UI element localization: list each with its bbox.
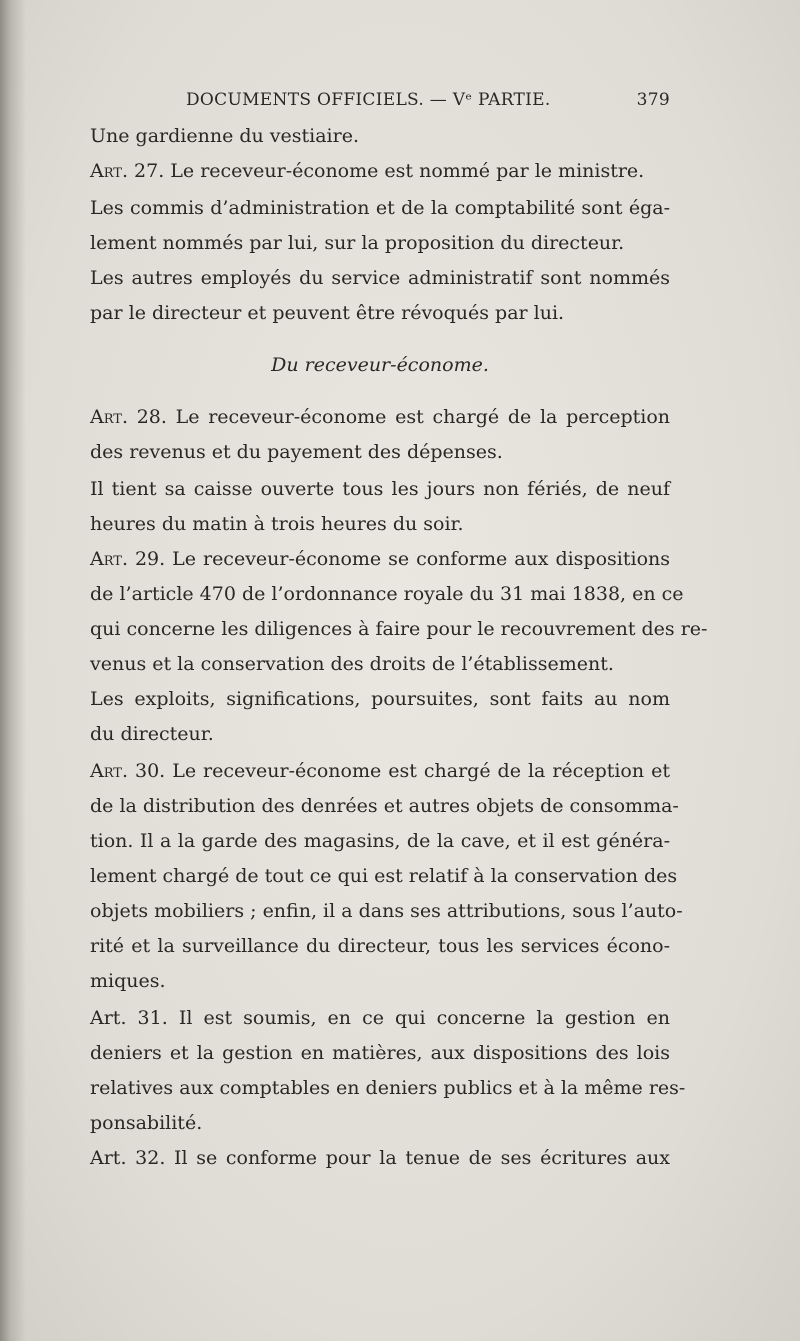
article-30-line: Art. 30. Le receveur-économe est chargé de la réception et	[90, 760, 670, 782]
text-line: ponsabilité.	[90, 1112, 203, 1134]
article-32-line: Art. 32. Il se conforme pour la tenue de ses écritures aux	[90, 1147, 670, 1169]
article-27-line: Art. 27. Le receveur-économe est nommé par le ministre.	[90, 160, 645, 182]
running-header	[186, 90, 670, 116]
text-line: heures du matin à trois heures du soir.	[90, 513, 464, 535]
article-number: Art. 28.	[90, 406, 167, 428]
text-line: du directeur.	[90, 723, 214, 745]
text-line: lement chargé de tout ce qui est relatif à la conservation des	[90, 865, 678, 887]
page-number: 379	[636, 90, 670, 110]
text-line: Les commis d’administration et de la comptabilité sont éga-	[90, 197, 670, 219]
article-31-line: Art. 31. Il est soumis, en ce qui concerne la gestion en	[90, 1007, 670, 1029]
text-line: de l’article 470 de l’ordonnance royale du 31 mai 1838, en ce	[90, 583, 684, 605]
page-gutter-shadow	[0, 0, 26, 1341]
article-29-line: Art. 29. Le receveur-économe se conforme aux dispositions	[90, 548, 670, 570]
article-number: Art. 30.	[90, 760, 166, 782]
text-line: relatives aux comptables en deniers publics et à la même res-	[90, 1077, 686, 1099]
text-line: deniers et la gestion en matières, aux dispositions des lois	[90, 1042, 670, 1064]
text-line: Les autres employés du service administratif sont nommés	[90, 267, 670, 289]
running-title: DOCUMENTS OFFICIELS. — Vᵉ PARTIE.	[186, 90, 551, 110]
text-line: des revenus et du payement des dépenses.	[90, 441, 503, 463]
text-line: tion. Il a la garde des magasins, de la cave, et il est généra-	[90, 830, 670, 852]
text-line: lement nommés par lui, sur la proposition du directeur.	[90, 232, 625, 254]
article-number: Art. 29.	[90, 548, 166, 570]
text-line: qui concerne les diligences à faire pour le recouvrement des re-	[90, 618, 708, 640]
text-line: miques.	[90, 970, 166, 992]
article-28-line: Art. 28. Le receveur-économe est chargé de la perception	[90, 406, 670, 428]
text-line: Une gardienne du vestiaire.	[90, 125, 359, 147]
text-line: de la distribution des denrées et autres objets de consomma-	[90, 795, 679, 817]
text-line: Les exploits, significations, poursuites, sont faits au nom	[90, 688, 670, 710]
section-heading: Du receveur-économe.	[271, 354, 489, 376]
text-line: par le directeur et peuvent être révoqués par lui.	[90, 302, 565, 324]
text-line: Il tient sa caisse ouverte tous les jours non fériés, de neuf	[90, 478, 670, 500]
article-number: Art. 27.	[90, 160, 165, 182]
text-line: objets mobiliers ; enfin, il a dans ses attributions, sous l’auto-	[90, 900, 683, 922]
text-line: venus et la conservation des droits de l’établissement.	[90, 653, 614, 675]
text-line: rité et la surveillance du directeur, tous les services écono-	[90, 935, 670, 957]
